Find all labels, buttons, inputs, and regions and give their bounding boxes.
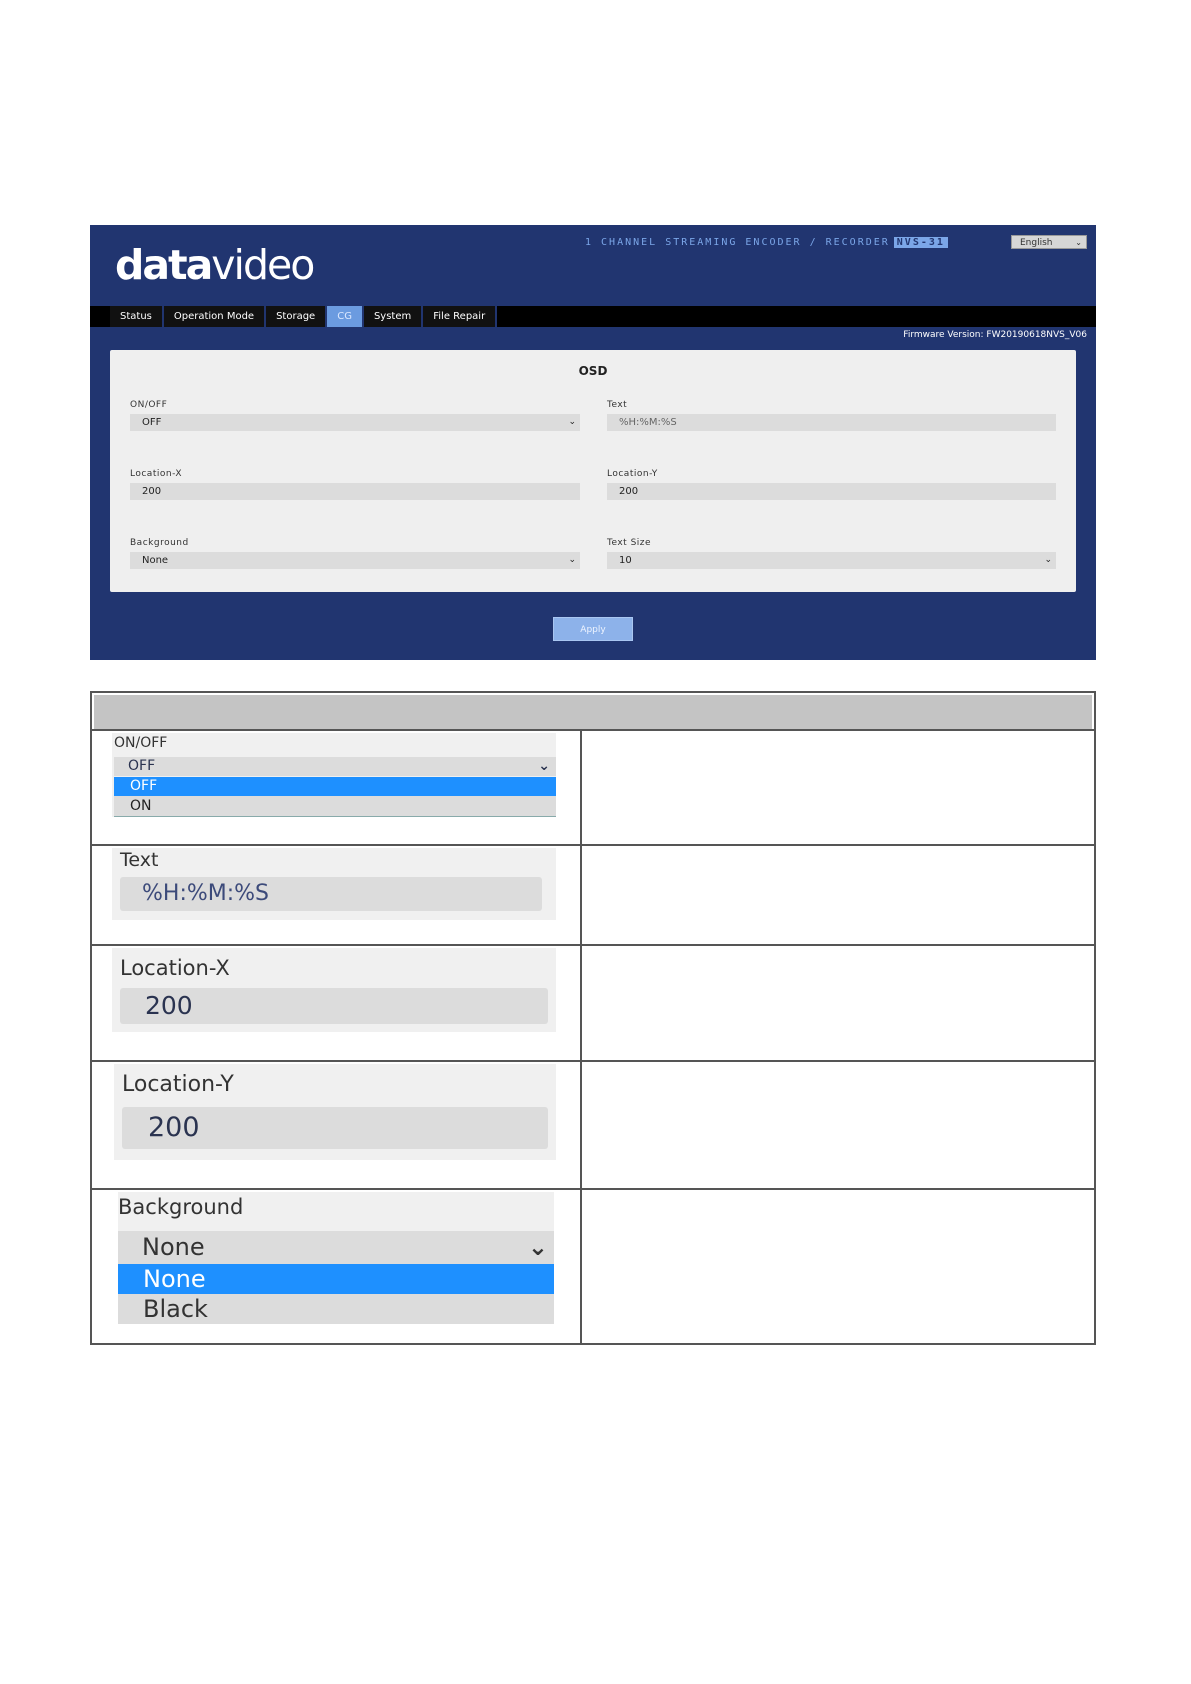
tab-status[interactable]: Status xyxy=(110,306,164,327)
location-y-label: Location-Y xyxy=(122,1072,234,1097)
product-badge: NVS-31 xyxy=(894,237,948,248)
location-x-label: Location-X xyxy=(120,956,230,980)
web-ui-screenshot xyxy=(90,225,1096,660)
location-y-input[interactable]: 200 xyxy=(122,1107,548,1149)
on-off-select[interactable]: OFF ⌄ xyxy=(114,757,556,776)
option-on[interactable]: ON xyxy=(114,796,556,817)
on-off-dropdown-crop xyxy=(112,733,556,817)
chevron-down-icon: ⌄ xyxy=(568,555,576,565)
background-label: Background xyxy=(130,538,189,548)
background-dropdown-crop xyxy=(118,1192,554,1324)
on-off-label: ON/OFF xyxy=(114,735,168,751)
background-select[interactable]: None ⌄ xyxy=(118,1231,554,1264)
table-row xyxy=(92,729,1094,846)
chevron-down-icon: ⌄ xyxy=(538,758,550,774)
text-input[interactable]: %H:%M:%S xyxy=(607,414,1056,431)
option-black[interactable]: Black xyxy=(118,1294,554,1324)
table-header xyxy=(94,695,1092,731)
text-field-crop xyxy=(112,848,556,920)
table-row xyxy=(92,944,1094,1062)
text-label: Text xyxy=(120,849,159,871)
firmware-version: Firmware Version: FW20190618NVS_V06 xyxy=(903,330,1087,340)
text-label: Text xyxy=(607,400,628,410)
chevron-down-icon: ⌄ xyxy=(1075,238,1082,247)
table-row xyxy=(92,1060,1094,1190)
text-size-select[interactable]: 10 ⌄ xyxy=(607,552,1056,569)
on-off-field xyxy=(130,400,580,431)
on-off-label: ON/OFF xyxy=(130,400,168,410)
osd-title: OSD xyxy=(578,364,608,378)
nav-bar xyxy=(90,306,1096,327)
location-x-label: Location-X xyxy=(130,469,183,479)
on-off-select[interactable]: OFF ⌄ xyxy=(130,414,580,431)
chevron-down-icon: ⌄ xyxy=(568,417,576,427)
option-none[interactable]: None xyxy=(118,1264,554,1294)
tab-storage[interactable]: Storage xyxy=(266,306,327,327)
tab-file-repair[interactable]: File Repair xyxy=(423,306,497,327)
location-y-crop xyxy=(114,1064,556,1160)
background-field xyxy=(130,538,580,569)
text-size-label: Text Size xyxy=(607,538,652,548)
location-y-input[interactable]: 200 xyxy=(607,483,1056,500)
table-row xyxy=(92,1188,1094,1343)
text-size-field xyxy=(607,538,1056,569)
background-select[interactable]: None ⌄ xyxy=(130,552,580,569)
apply-button[interactable]: Apply xyxy=(553,617,633,641)
location-x-field xyxy=(130,469,580,500)
location-y-label: Location-Y xyxy=(607,469,658,479)
text-field xyxy=(607,400,1056,431)
table-row xyxy=(92,844,1094,946)
chevron-down-icon: ⌄ xyxy=(1044,555,1052,565)
tab-cg[interactable]: CG xyxy=(327,306,364,327)
location-x-input[interactable]: 200 xyxy=(120,988,548,1024)
location-x-crop xyxy=(112,948,556,1032)
product-title: 1 CHANNEL STREAMING ENCODER / RECORDER NVS-31 xyxy=(585,237,948,248)
tab-operation-mode[interactable]: Operation Mode xyxy=(164,306,266,327)
osd-card xyxy=(110,350,1076,592)
language-select[interactable]: English ⌄ xyxy=(1011,235,1087,249)
chevron-down-icon: ⌄ xyxy=(527,1233,548,1261)
background-label: Background xyxy=(118,1195,244,1219)
osd-settings-table xyxy=(90,691,1096,1345)
option-off[interactable]: OFF xyxy=(114,777,556,796)
text-input[interactable]: %H:%M:%S xyxy=(120,877,542,911)
location-x-input[interactable]: 200 xyxy=(130,483,580,500)
location-y-field xyxy=(607,469,1056,500)
tab-system[interactable]: System xyxy=(364,306,423,327)
datavideo-logo: datavideo xyxy=(115,241,314,289)
